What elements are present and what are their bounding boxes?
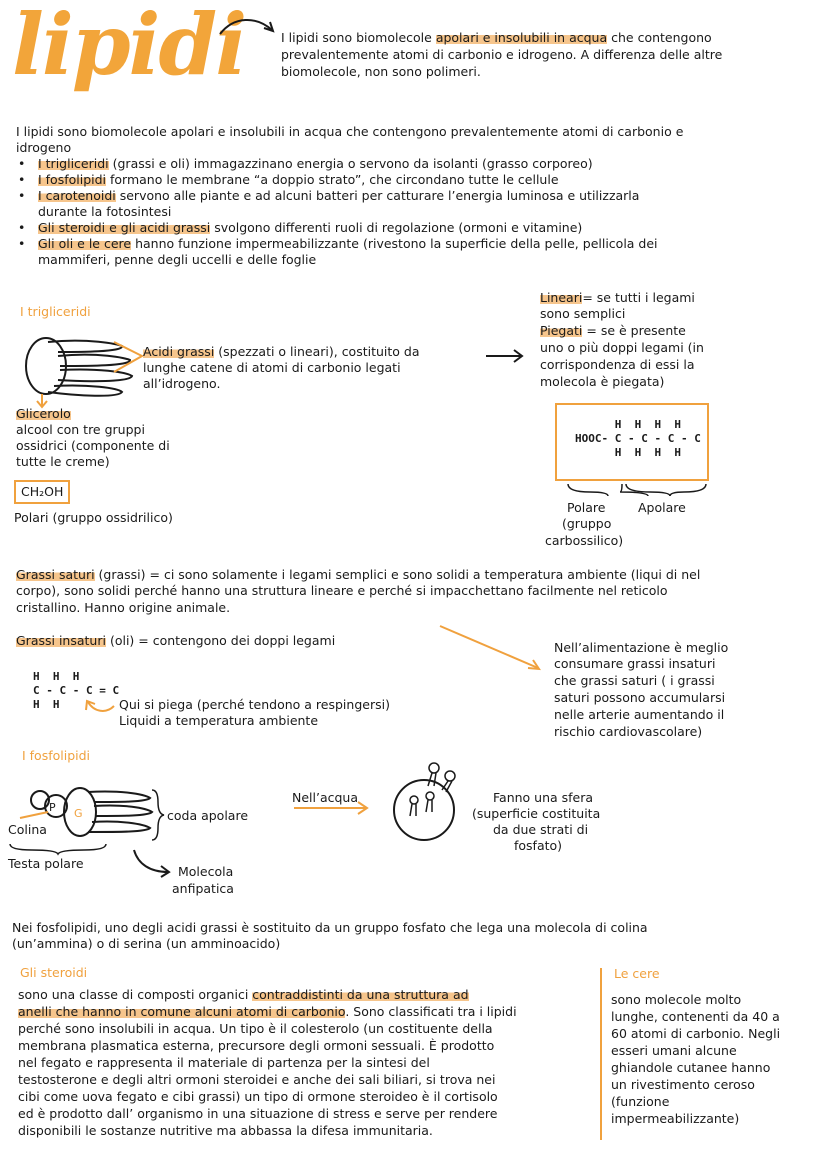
- insaturi-formula-bot: H H: [33, 698, 60, 711]
- cere-line-7: (funzione: [611, 1094, 670, 1109]
- note-line-3: che grassi saturi ( i grassi: [554, 673, 715, 688]
- intro-line-1: I lipidi sono biomolecole apolari e insolubili in acqua che contengono: [281, 30, 712, 45]
- trigliceridi-heading: I trigliceridi: [20, 304, 91, 319]
- sfera-line-1: Fanno una sfera: [493, 790, 594, 805]
- cere-line-3: 60 atomi di carbonio. Negli: [611, 1026, 781, 1041]
- overview-line-2: idrogeno: [16, 140, 72, 155]
- steroidi-line-6: testosterone e degli altri ormoni steroidei e anche dei sali biliari, si trova nei: [18, 1072, 496, 1087]
- acqua-arrow-icon: [292, 800, 372, 816]
- cere-line-2: lunghe, contenenti da 40 a: [611, 1009, 780, 1024]
- saturi-line-2: corpo), sono solidi perché hanno una struttura lineare e perché si impacchettano facilmente nel reticolo: [16, 583, 668, 598]
- steroidi-line-7: cibi come uova fegato e cibi grassi) un tipo di ormone steroideo è il cortisolo: [18, 1089, 498, 1104]
- phosphate-label: P: [49, 801, 56, 814]
- cere-line-5: ghiandole cutanee hanno: [611, 1060, 771, 1075]
- steroidi-line-1: sono una classe di composti organici contraddistinti da una struttura ad: [18, 987, 469, 1002]
- fosfolipidi-para-1: Nei fosfolipidi, uno degli acidi grassi è sostituito da un gruppo fosfato che lega una molecola di colina: [12, 920, 648, 935]
- formula-top: H H H H: [575, 418, 681, 431]
- cere-heading: Le cere: [614, 966, 660, 981]
- steroidi-line-4: membrana plasmatica esterna, precursore degli ormoni sessuali. È prodotto: [18, 1038, 495, 1053]
- steroidi-line-2: anelli che hanno in comune alcuni atomi di carbonio. Sono classificati tra i lipidi: [18, 1004, 517, 1019]
- sfera-line-2: (superficie costituita: [472, 806, 601, 821]
- ch2oh-box: CH₂OH: [14, 480, 70, 504]
- insaturi-formula-mid: C - C - C = C: [33, 684, 120, 697]
- page-title: lipidi: [12, 0, 246, 94]
- glicerolo-desc-3: tutte le creme): [16, 454, 110, 469]
- fosfolipidi-heading: I fosfolipidi: [22, 748, 91, 763]
- arrow-right-icon: [484, 346, 526, 366]
- acidi-grassi-line-3: all’idrogeno.: [143, 376, 221, 391]
- formula-bot: H H H H: [575, 446, 681, 459]
- overview-line-1: I lipidi sono biomolecole apolari e insolubili in acqua che contengono prevalentemente atomi di carbonio e: [16, 124, 684, 139]
- bend-arrow-icon: [82, 694, 118, 716]
- sfera-line-4: fosfato): [514, 838, 563, 853]
- steroidi-line-5: nel fegato e rappresenta il materiale di partenza per la sintesi del: [18, 1055, 430, 1070]
- molecola-line-1: Molecola: [178, 864, 234, 879]
- phospholipid-diagram: [10, 780, 160, 850]
- note-line-5: nelle arterie aumentando il: [554, 707, 725, 722]
- insaturi-arrow-icon: [436, 622, 546, 674]
- list-item: • Gli steroidi e gli acidi grassi svolgono differenti ruoli di regolazione (ormoni e vitamine): [16, 220, 806, 236]
- cere-divider: [600, 968, 602, 1140]
- molecola-arrow-icon: [130, 848, 174, 878]
- steroidi-line-8: ed è prodotto dall’ organismo in una situazione di stress e serve per rendere: [18, 1106, 498, 1121]
- apolare-label: Apolare: [638, 500, 686, 515]
- cere-line-6: un rivestimento ceroso: [611, 1077, 755, 1092]
- coda-brace: [150, 788, 166, 842]
- formula-braces: [560, 480, 710, 498]
- saturi-line-3: cristallino. Hanno origine animale.: [16, 600, 231, 615]
- piega-line-2: Liquidi a temperatura ambiente: [119, 713, 319, 728]
- insaturi-formula-top: H H H: [33, 670, 80, 683]
- piegati-line-3: corrispondenza di essi la: [540, 357, 695, 372]
- steroidi-line-3: perché sono insolubili in acqua. Un tipo è il colesterolo (un costituente della: [18, 1021, 493, 1036]
- steroidi-line-9: disponibili le sostanze nutritive ma abbassa la difesa immunitaria.: [18, 1123, 433, 1138]
- note-line-4: saturi possono accumularsi: [554, 690, 726, 705]
- glicerolo-desc-1: alcool con tre gruppi: [16, 422, 145, 437]
- glicerolo-desc-2: ossidrici (componente di: [16, 438, 170, 453]
- testa-brace: [8, 842, 108, 856]
- coda-apolare-label: coda apolare: [167, 808, 249, 823]
- cere-line-4: esseri umani alcune: [611, 1043, 737, 1058]
- piegati-line-1: Piegati = se è presente: [540, 323, 686, 338]
- molecola-line-2: anfipatica: [172, 881, 234, 896]
- insaturi-line: Grassi insaturi (oli) = contengono dei doppi legami: [16, 633, 336, 648]
- list-item: • I trigliceridi (grassi e oli) immagazzinano energia o servono da isolanti (grasso corporeo): [16, 156, 806, 172]
- lineari-line-2: sono semplici: [540, 306, 626, 321]
- title-arrow-icon: [216, 12, 278, 42]
- polare-label: Polare: [567, 500, 606, 515]
- glicerolo-label: Glicerolo: [16, 406, 71, 421]
- lineari-line-1: Lineari= se tutti i legami: [540, 290, 695, 305]
- note-line-2: consumare grassi insaturi: [554, 656, 716, 671]
- list-item: • Gli oli e le cere hanno funzione impermeabilizzante (rivestono la superficie della pelle, pellicola dei mammiferi, penne degli uccelli e delle foglie: [16, 236, 806, 268]
- carbossilico-label: carbossilico): [545, 533, 624, 548]
- intro-line-2: prevalentemente atomi di carbonio e idrogeno. A differenza delle altre: [281, 47, 723, 62]
- acids-bracket-icon: [112, 338, 146, 378]
- lipid-types-list: [16, 156, 806, 268]
- testa-polare-label: Testa polare: [8, 856, 84, 871]
- glycerol-label: G: [74, 807, 83, 820]
- micelle-diagram: [388, 756, 466, 846]
- saturi-line-1: Grassi saturi (grassi) = ci sono solamente i legami semplici e sono solidi a temperatura ambiente (liqui di nel: [16, 567, 701, 582]
- piega-line-1: Qui si piega (perché tendono a respingersi): [119, 697, 390, 712]
- piegati-line-2: uno o più doppi legami (in: [540, 340, 704, 355]
- acidi-grassi-line-1: Acidi grassi (spezzati o lineari), costituito da: [143, 344, 420, 359]
- intro-line-3: biomolecole, non sono polimeri.: [281, 64, 481, 79]
- list-item: • I carotenoidi servono alle piante e ad alcuni batteri per catturare l’energia luminosa e utilizzarla durante la fotosintesi: [16, 188, 806, 220]
- colina-label: Colina: [8, 822, 47, 837]
- fosfolipidi-para-2: (un’ammina) o di serina (un amminoacido): [12, 936, 281, 951]
- fatty-acid-formula-box: [555, 403, 709, 481]
- acidi-grassi-line-2: lunghe catene di atomi di carbonio legati: [143, 360, 401, 375]
- nellacqua-label: Nell’acqua: [292, 790, 359, 805]
- formula-mid: HOOC- C - C - C - C: [575, 432, 701, 445]
- steroidi-heading: Gli steroidi: [20, 965, 88, 980]
- polari-label: Polari (gruppo ossidrilico): [14, 510, 173, 525]
- note-line-6: rischio cardiovascolare): [554, 724, 703, 739]
- list-item: • I fosfolipidi formano le membrane “a doppio strato”, che circondano tutte le cellule: [16, 172, 806, 188]
- cere-line-8: impermeabilizzante): [611, 1111, 740, 1126]
- sfera-line-3: da due strati di: [493, 822, 589, 837]
- note-line-1: Nell’alimentazione è meglio: [554, 640, 729, 655]
- piegati-line-4: molecola è piegata): [540, 374, 665, 389]
- cere-line-1: sono molecole molto: [611, 992, 742, 1007]
- gruppo-label: (gruppo: [562, 516, 612, 531]
